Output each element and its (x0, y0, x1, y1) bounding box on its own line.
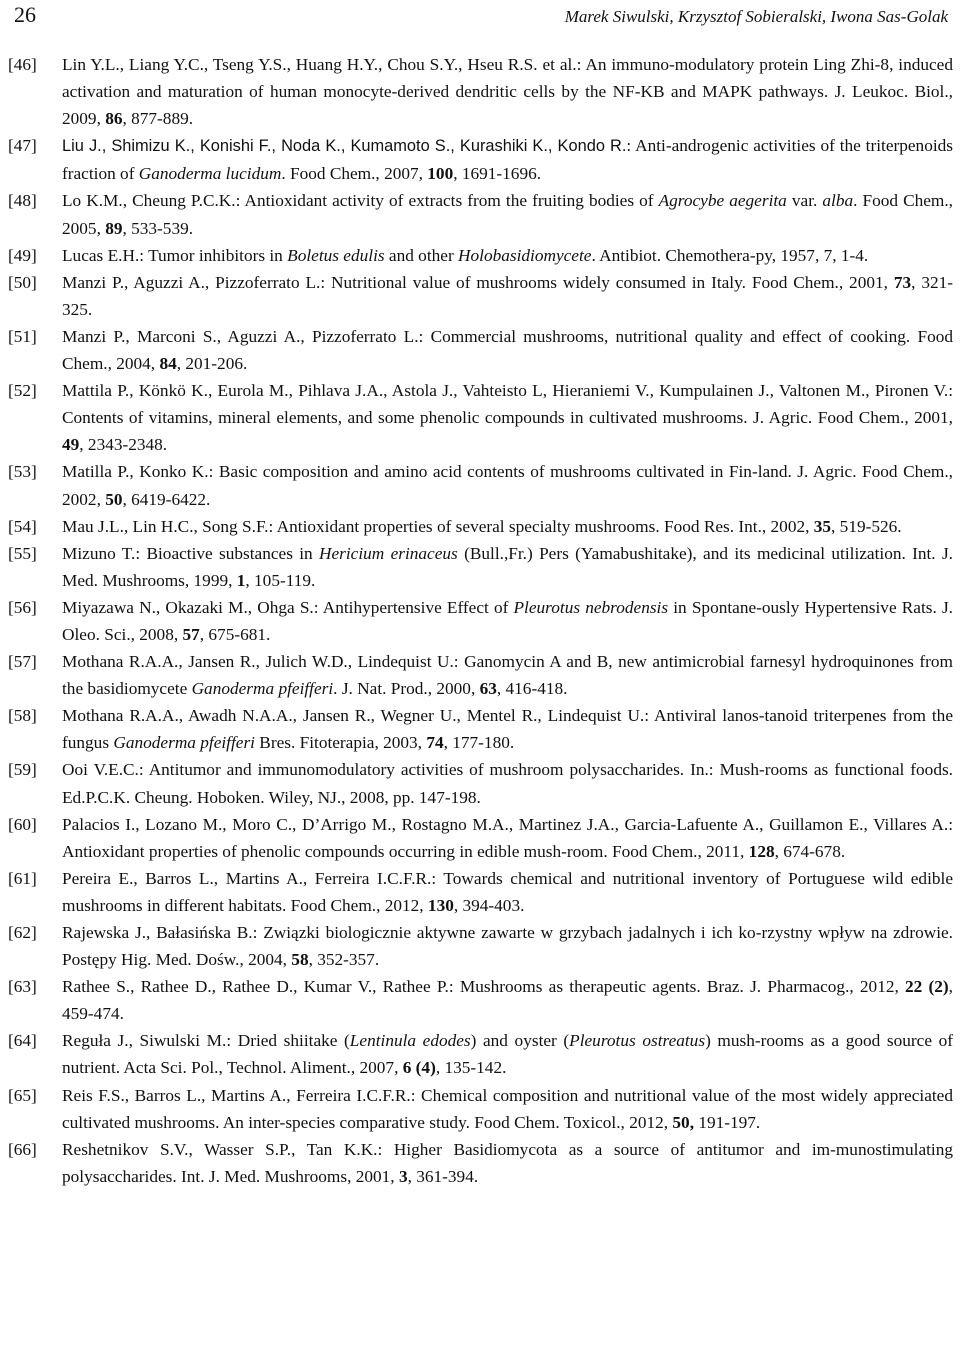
volume-number: 100 (427, 164, 454, 184)
species-name: Pleurotus ostreatus (569, 1031, 706, 1051)
citation-text: Miyazawa N., Okazaki M., Ohga S.: Antihypertensive Effect of (62, 597, 514, 617)
citation-text: Rathee S., Rathee D., Rathee D., Kumar V., Rathee P.: Mushrooms as therapeutic agents. Braz. J. Pharmacog., 2012, (62, 977, 906, 997)
citation-text: and other (384, 245, 459, 265)
reference-entry (8, 540, 953, 594)
page-header (14, 2, 948, 36)
reference-entry (8, 513, 953, 540)
reference-text (62, 323, 953, 377)
citation-text: Reshetnikov S.V., Wasser S.P., Tan K.K.: Higher Basidiomycota as a source of antitumor and im-munostimulating polysaccharides. Int. J. Med. Mushrooms, 2001, (62, 1139, 953, 1186)
reference-entry (8, 269, 953, 323)
citation-text: , 201-206. (176, 354, 248, 374)
citation-text: , 1691-1696. (453, 164, 542, 184)
reference-text (62, 458, 953, 512)
reference-number: [63] (8, 977, 37, 997)
reference-number: [52] (8, 381, 37, 401)
citation-text: Lin Y.L., Liang Y.C., Tseng Y.S., Huang H.Y., Chou S.Y., Hseu R.S. et al.: An immuno-modulatory protein Ling Zhi-8, induced activation and maturation of human monocyte-derived dendritic cells by the NF-KB and MAPK pathways. J. Leukoc. Biol., 2009, (62, 55, 953, 129)
reference-text (62, 919, 953, 973)
citation-text: Mattila P., Könkö K., Eurola M., Pihlava J.A., Astola J., Vahteisto L, Hieraniemi V., Kumpulainen J., Valtonen M., Pironen V.: Contents of vitamins, mineral elements, and some phenolic compounds in cultivated mushrooms. J. Agric. Food Chem., 2001, (62, 381, 953, 428)
citation-text: ) mush-rooms as a good source of nutrient. Acta Sci. Pol., Technol. Aliment., 2007, (62, 1031, 953, 1078)
citation-text: , 674-678. (774, 841, 846, 861)
species-name: Pleurotus nebrodensis (513, 597, 669, 617)
citation-text: , 105-119. (245, 570, 316, 590)
citation-text: ) and oyster ( (470, 1031, 570, 1051)
citation-text: . J. Nat. Prod., 2000, (333, 679, 480, 699)
citation-text: Bres. Fitoterapia, 2003, (254, 733, 427, 753)
reference-text (62, 973, 953, 1027)
reference-number: [65] (8, 1085, 37, 1105)
citation-text: , 352-357. (308, 950, 380, 970)
citation-text: , 177-180. (443, 733, 515, 753)
reference-number: [60] (8, 814, 37, 834)
volume-number: 63 (479, 679, 497, 699)
citation-text: Mothana R.A.A., Jansen R., Julich W.D., Lindequist U.: Ganomycin A and B, new antimicrobial farnesyl hydroquinones from the basidiomycete (62, 652, 953, 699)
reference-text (62, 187, 953, 241)
reference-number: [49] (8, 245, 37, 265)
running-head: Marek Siwulski, Krzysztof Sobieralski, Iwona Sas-Golak (564, 7, 948, 26)
species-name: Ganoderma lucidum (138, 164, 282, 184)
reference-number: [55] (8, 543, 37, 563)
volume-number: 130 (427, 895, 454, 915)
citation-text: Mau J.L., Lin H.C., Song S.F.: Antioxidant properties of several specialty mushrooms. Food Res. Int., 2002, (62, 516, 814, 536)
citation-text: (Bull.,Fr.) Pers (Yamabushitake), and its medicinal utilization. Int. J. Med. Mushrooms, 1999, (62, 543, 953, 590)
reference-number: [66] (8, 1139, 37, 1159)
species-name: Hericium erinaceus (319, 543, 458, 563)
volume-number: 57 (182, 624, 200, 644)
citation-text: , 6419-6422. (122, 489, 211, 509)
reference-text (62, 513, 953, 540)
citation-text: Pereira E., Barros L., Martins A., Ferreira I.C.F.R.: Towards chemical and nutritional inventory of Portuguese wild edible mushrooms in different habitats. Food Chem., 2012, (62, 868, 953, 915)
citation-text: Manzi P., Aguzzi A., Pizzoferrato L.: Nutritional value of mushrooms widely consumed in Italy. Food Chem., 2001, (62, 272, 894, 292)
species-name: Agrocybe aegerita (658, 191, 787, 211)
reference-entry (8, 811, 953, 865)
citation-text: : Anti-androgenic activities of the triterpenoids fraction of (62, 136, 953, 184)
volume-number: 89 (105, 218, 123, 238)
reference-text (62, 132, 953, 187)
species-name: Boletus edulis (287, 245, 385, 265)
reference-text (62, 865, 953, 919)
citation-text: , 877-889. (122, 109, 194, 129)
volume-number: 3 (398, 1166, 408, 1186)
species-name: Lentinula edodes (349, 1031, 471, 1051)
citation-text: Matilla P., Konko K.: Basic composition and amino acid contents of mushrooms cultivated in Fin-land. J. Agric. Food Chem., 2002, (62, 462, 953, 509)
reference-entry (8, 323, 953, 377)
citation-text: Lo K.M., Cheung P.C.K.: Antioxidant activity of extracts from the fruiting bodies of (62, 191, 659, 211)
reference-entry (8, 1082, 953, 1136)
reference-entry (8, 51, 953, 132)
reference-entry (8, 1027, 953, 1081)
volume-number: 73 (893, 272, 912, 292)
reference-text (62, 51, 953, 132)
citation-text: . Antibiot. Chemothera-py, 1957, 7, 1-4. (591, 245, 869, 265)
citation-text: in Spontane-ously Hypertensive Rats. J. Oleo. Sci., 2008, (62, 597, 954, 644)
species-name: alba (822, 191, 854, 211)
reference-number: [56] (8, 597, 37, 617)
volume-number: 1 (236, 570, 246, 590)
reference-number: [62] (8, 923, 37, 942)
reference-number: [64] (8, 1031, 37, 1051)
reference-entry (8, 756, 953, 810)
reference-number: [57] (8, 652, 37, 672)
reference-entry (8, 594, 953, 648)
reference-number: [46] (8, 55, 37, 74)
citation-text: , 533-539. (122, 218, 194, 238)
author-list: Liu J., Shimizu K., Konishi F., Noda K., Kumamoto S., Kurashiki K., Kondo R. (62, 137, 627, 156)
reference-text (62, 648, 953, 702)
citation-text: Lucas E.H.: Tumor inhibitors in (62, 245, 288, 265)
reference-number: [61] (8, 868, 37, 888)
citation-text: , 459-474. (62, 977, 953, 1024)
reference-text (62, 1027, 953, 1081)
reference-number: [59] (8, 760, 37, 780)
citation-text: Manzi P., Marconi S., Aguzzi A., Pizzoferrato L.: Commercial mushrooms, nutritional quality and effect of cooking. Food Chem., 2004, (62, 326, 953, 374)
reference-text (62, 702, 953, 756)
species-name: Holobasidiomycete (458, 245, 592, 265)
reference-text (62, 594, 953, 648)
reference-number: [50] (8, 272, 37, 292)
reference-entry (8, 132, 953, 187)
reference-entry (8, 865, 953, 919)
species-name: Ganoderma pfeifferi (113, 733, 255, 753)
reference-text (62, 242, 953, 269)
citation-text: Reguła J., Siwulski M.: Dried shiitake ( (62, 1031, 350, 1051)
reference-entry (8, 458, 953, 512)
reference-number: [54] (8, 516, 37, 536)
reference-entry (8, 919, 953, 973)
reference-entry (8, 187, 953, 241)
citation-text: . Food Chem., 2005, (62, 191, 953, 238)
citation-text: , 321-325. (62, 272, 953, 319)
reference-text (62, 811, 953, 865)
species-name: Ganoderma pfeifferi (191, 679, 334, 699)
reference-entry (8, 973, 953, 1027)
reference-number: [53] (8, 462, 37, 482)
citation-text: , 394-403. (453, 895, 525, 915)
citation-text: Reis F.S., Barros L., Martins A., Ferreira I.C.F.R.: Chemical composition and nutritional value of the most widely appreciated cultivated mushrooms. An inter-species comparative study. Food Chem. Toxicol., 2012, (62, 1085, 953, 1132)
volume-number: 58 (291, 950, 309, 970)
volume-number: 35 (813, 516, 832, 536)
volume-number: 74 (426, 733, 444, 753)
volume-number: 6 (4) (402, 1058, 436, 1078)
citation-text: , 416-418. (496, 679, 568, 699)
volume-number: 128 (748, 841, 775, 861)
volume-number: 86 (105, 109, 123, 129)
reference-text (62, 540, 953, 594)
reference-entry (8, 242, 953, 269)
citation-text: , 2343-2348. (79, 435, 168, 455)
citation-text: Palacios I., Lozano M., Moro C., D’Arrigo M., Rostagno M.A., Martinez J.A., Garcia-Lafuente A., Guillamon E., Villares A.: Antioxidant properties of phenolic compounds occurring in edible mush-room. Food Chem., 2011, (62, 814, 953, 861)
citation-text: , 519-526. (831, 516, 902, 536)
volume-number: 50, (672, 1112, 695, 1132)
page-number: 26 (14, 2, 36, 27)
volume-number: 49 (62, 435, 80, 455)
reference-text (62, 756, 953, 810)
reference-text (62, 269, 953, 323)
reference-number: [58] (8, 706, 37, 726)
reference-number: [48] (8, 191, 37, 211)
volume-number: 84 (159, 354, 177, 374)
reference-text (62, 377, 953, 458)
citation-text: Mothana R.A.A., Awadh N.A.A., Jansen R., Wegner U., Mentel R., Lindequist U.: Antiviral lanos-tanoid triterpenes from the fungus (62, 706, 953, 753)
volume-number: 22 (2) (905, 977, 949, 997)
reference-text (62, 1082, 953, 1136)
citation-text: Ooi V.E.C.: Antitumor and immunomodulatory activities of mushroom polysaccharides. In.: Mush-rooms as functional foods. Ed.P.C.K. Cheung. Hoboken. Wiley, NJ., 2008, pp. 147-198. (62, 760, 953, 807)
volume-number: 50 (105, 489, 123, 509)
citation-text: var. (786, 191, 823, 211)
reference-entry (8, 377, 953, 458)
citation-text: . Food Chem., 2007, (281, 164, 428, 184)
citation-text: , 135-142. (435, 1058, 507, 1078)
citation-text: 191-197. (694, 1112, 761, 1132)
reference-entry (8, 1136, 953, 1190)
reference-entry (8, 648, 953, 702)
citation-text: , 675-681. (199, 624, 271, 644)
citation-text: , 361-394. (407, 1166, 479, 1186)
reference-number: [51] (8, 326, 37, 346)
reference-list (8, 51, 953, 1190)
reference-entry (8, 702, 953, 756)
citation-text: Mizuno T.: Bioactive substances in (62, 543, 319, 563)
reference-text (62, 1136, 953, 1190)
citation-text: Rajewska J., Bałasińska B.: Związki biologicznie aktywne zawarte w grzybach jadalnych i ich ko-rzystny wpływ na zdrowie. Postępy Hig. Med. Dośw., 2004, (62, 923, 953, 970)
reference-number: [47] (8, 136, 37, 156)
